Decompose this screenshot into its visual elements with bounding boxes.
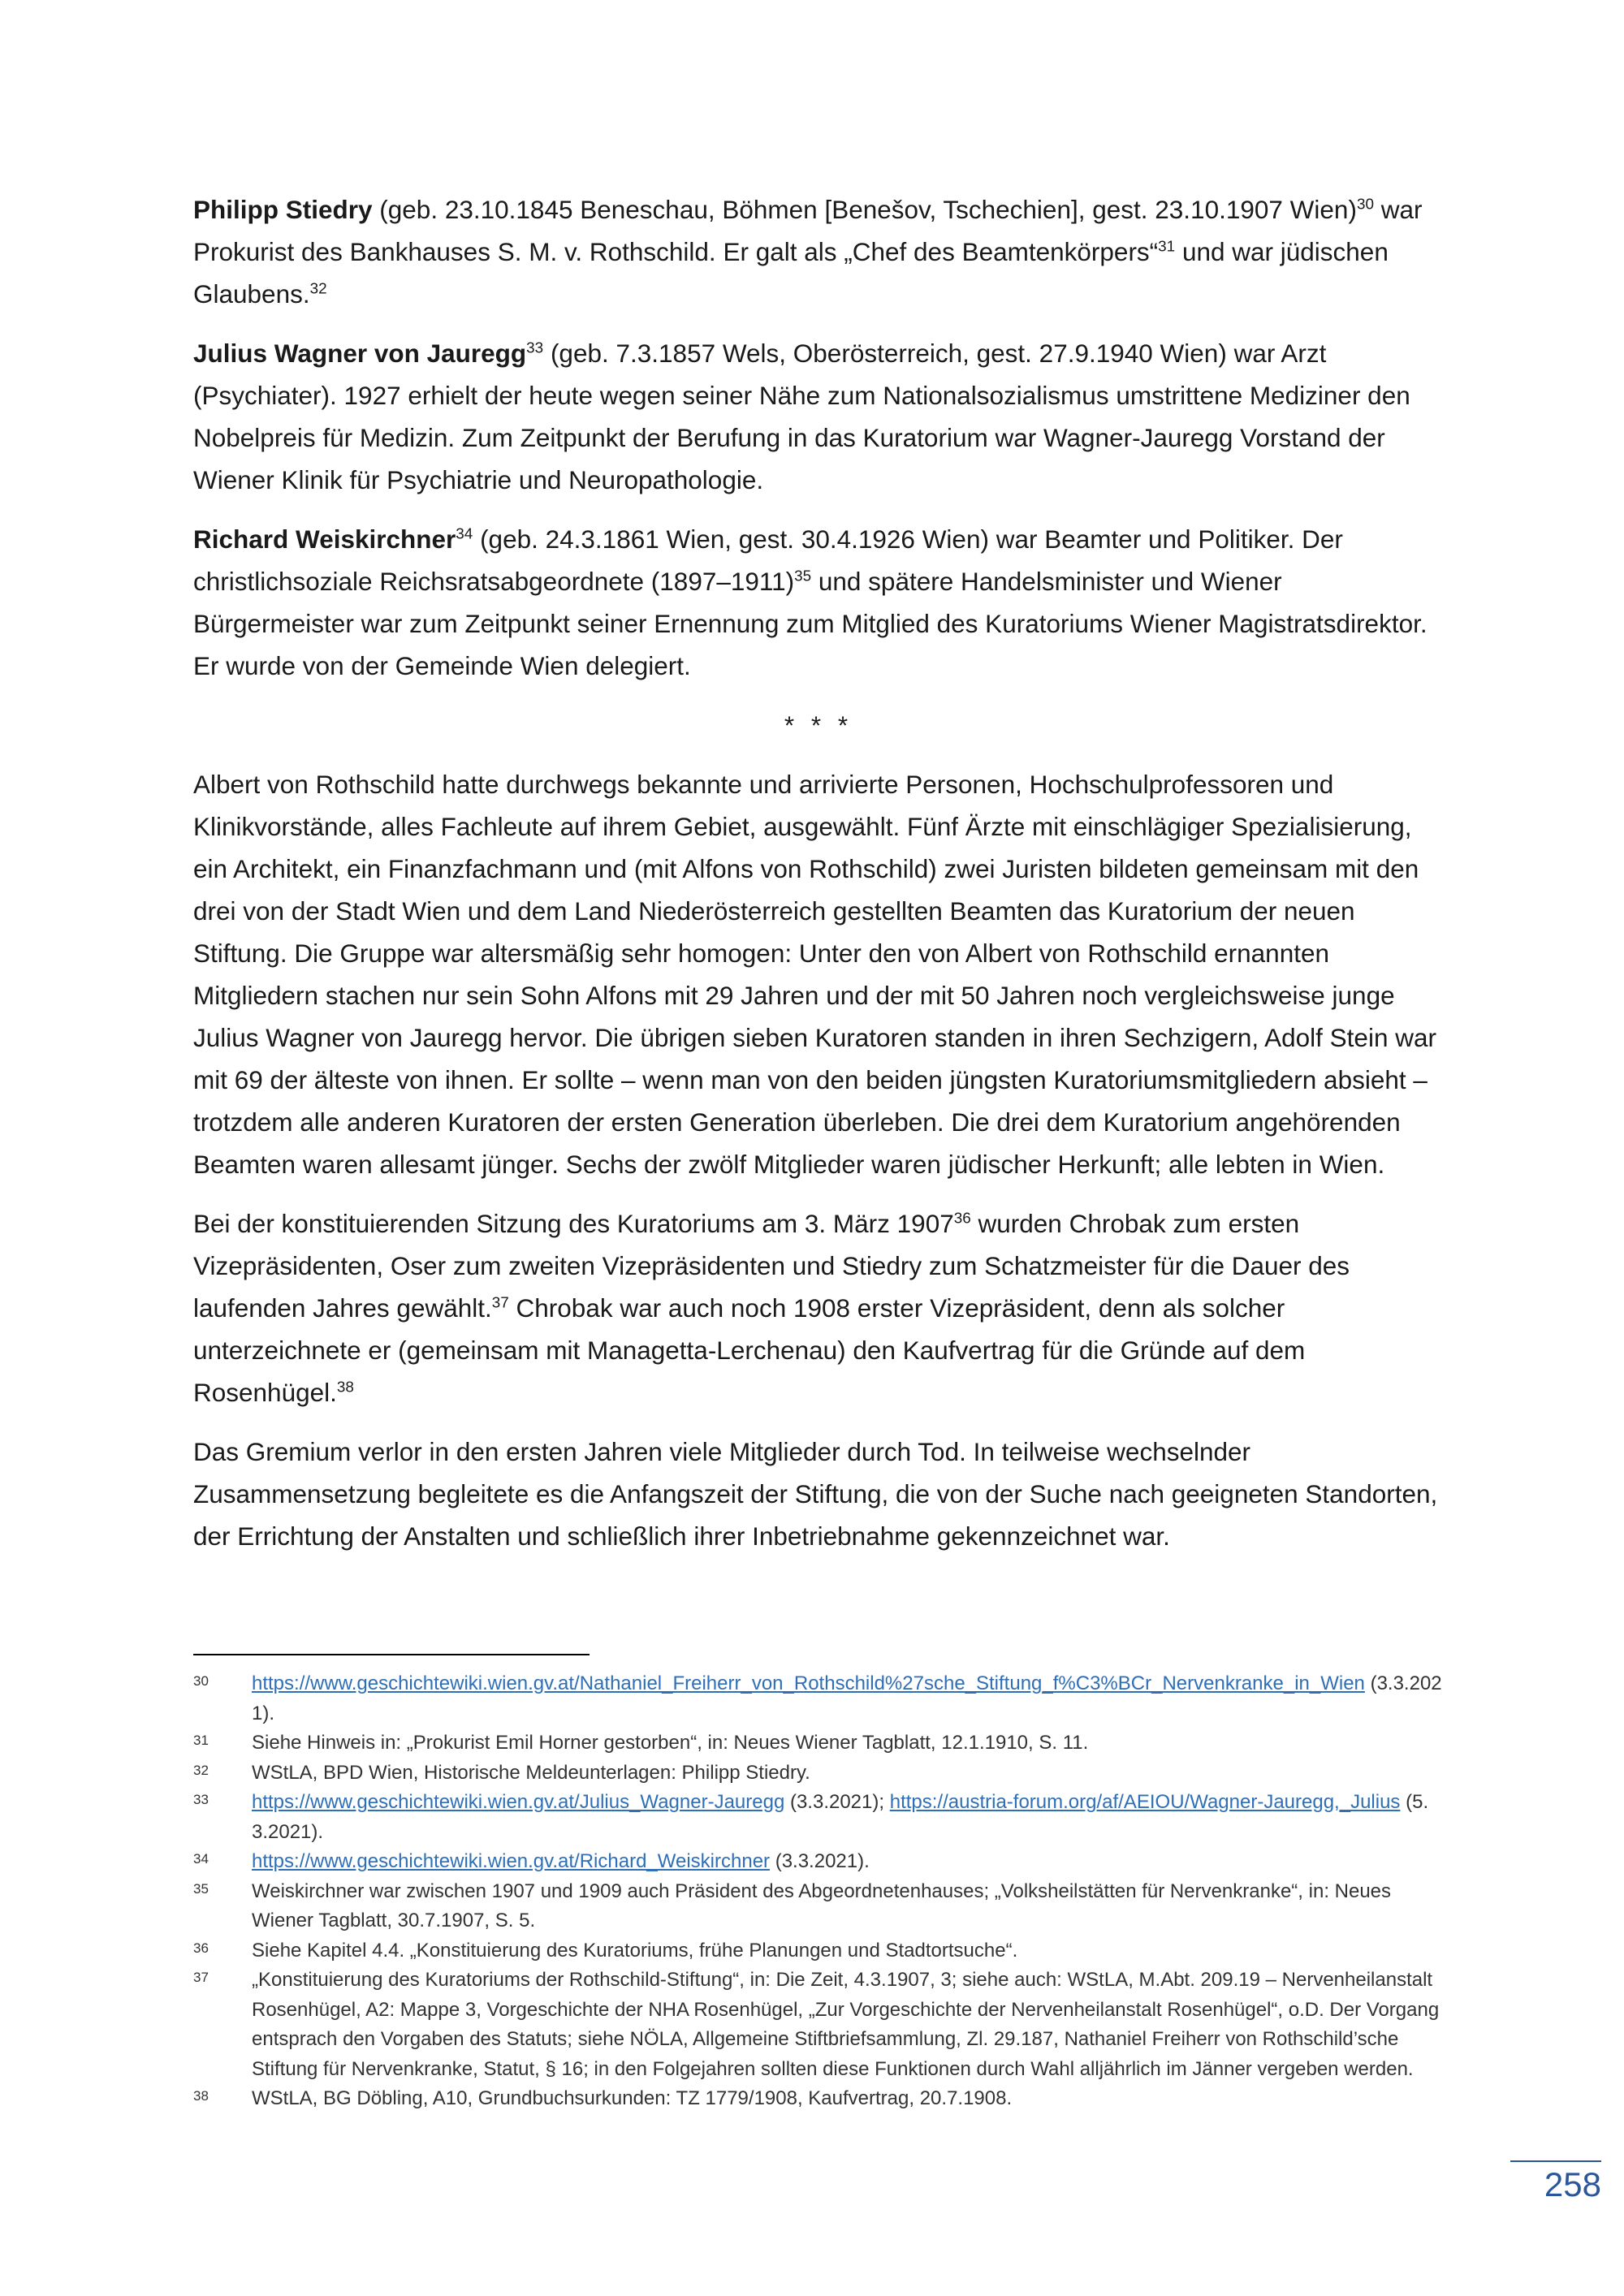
footnote-ref[interactable]: 36 bbox=[953, 1210, 971, 1228]
footnote-number: 36 bbox=[193, 1940, 209, 1956]
footnote-number: 30 bbox=[193, 1673, 209, 1689]
footnote-ref[interactable]: 32 bbox=[309, 280, 327, 298]
paragraph-weiskirchner: Richard Weiskirchner$^{34}$ (geb. 24.3.1861 Wien, gest. 30.4.1926 Wien) war Beamter und Politiker. Der christlichsoziale Reichsratsabgeordnete (1897–1911)$^{35}$ und spätere Handelsminister und Wiener Bürgermeister war zum Zeitpunkt seiner Ernennung zum Mitglied des Kuratoriums Wiener Magistratsdirektor. Er wurde von der Gemeinde Wien delegiert. bbox=[193, 524, 1427, 680]
footnotes bbox=[193, 1669, 1444, 2114]
footnote-ref[interactable]: 37 bbox=[491, 1294, 509, 1312]
footnote: 38 WStLA, BG Döbling, A10, Grundbuchsurkunden: TZ 1779/1908, Kaufvertrag, 20.7.1908. bbox=[193, 2084, 1444, 2114]
person-name: Richard Weiskirchner bbox=[193, 524, 456, 554]
footnote-ref[interactable]: 33 bbox=[526, 339, 544, 357]
footnote-separator bbox=[193, 1654, 590, 1655]
section-separator: * * * bbox=[784, 710, 853, 740]
person-name: Julius Wagner von Jauregg bbox=[193, 339, 527, 368]
footnote-number: 32 bbox=[193, 1762, 209, 1778]
footnote-link[interactable]: https://austria-forum.org/af/AEIOU/Wagner-Jauregg,_Julius bbox=[889, 1791, 1401, 1813]
person-name: Philipp Stiedry bbox=[193, 195, 373, 224]
footnote: 34 https://www.geschichtewiki.wien.gv.at/Richard_Weiskirchner (3.3.2021). bbox=[193, 1847, 1444, 1877]
footnote-link[interactable]: https://www.geschichtewiki.wien.gv.at/Richard_Weiskirchner bbox=[252, 1850, 771, 1872]
paragraph-kuratorium: Albert von Rothschild hatte durchwegs bekannte und arrivierte Personen, Hochschulprofessoren und Klinikvorstände, alles Fachleute auf ihrem Gebiet, ausgewählt. Fünf Ärzte mit einschlägiger Spezialisierung, ein Architekt, ein Finanzfachmann und (mit Alfons von Rothschild) zwei Juristen bildeten gemeinsam mit den drei von der Stadt Wien und dem Land Niederösterreich gestellten Beamten das Kuratorium der neuen Stiftung. Die Gruppe war altersmäßig sehr homogen: Unter den von Albert von Rothschild ernannten Mitgliedern stachen nur sein Sohn Alfons mit 29 Jahren und der mit 50 Jahren noch vergleichsweise junge Julius Wagner von Jauregg hervor. Die übrigen sieben Kuratoren standen in ihren Sechzigern, Adolf Stein war mit 69 der älteste von ihnen. Er sollte – wenn man von den beiden jüngsten Kuratoriumsmitgliedern absieht – trotzdem alle anderen Kuratoren der ersten Generation überleben. Die drei dem Kuratorium angehörenden Beamten waren allesamt jünger. Sechs der zwölf Mitglieder waren jüdischer Herkunft; alle lebten in Wien. bbox=[193, 770, 1436, 1179]
footnote-ref[interactable]: 31 bbox=[1158, 238, 1176, 256]
footnote-number: 34 bbox=[193, 1851, 209, 1867]
footnote: 31 Siehe Hinweis in: „Prokurist Emil Horner gestorben“, in: Neues Wiener Tagblatt, 12.1.1910, S. 11. bbox=[193, 1728, 1444, 1759]
paragraph-stiedry: Philipp Stiedry (geb. 23.10.1845 Beneschau, Böhmen [Benešov, Tschechien], gest. 23.10.1907 Wien)$^{30}$ war Prokurist des Bankhauses S. M. v. Rothschild. Er galt als „Chef des Beamtenkörpers“$^{31}$ und war jüdischen Glaubens.$^{32}$ bbox=[193, 195, 1423, 309]
footnote-ref[interactable]: 34 bbox=[456, 525, 473, 543]
footnote-ref[interactable]: 35 bbox=[794, 568, 812, 585]
footnote-number: 35 bbox=[193, 1880, 209, 1897]
footnote-ref[interactable]: 30 bbox=[1356, 196, 1374, 214]
paragraph-gremium: Das Gremium verlor in den ersten Jahren viele Mitglieder durch Tod. In teilweise wechselnder Zusammensetzung begleitete es die Anfangszeit der Stiftung, die von der Suche nach geeigneten Standorten, der Errichtung der Anstalten und schließlich ihrer Inbetriebnahme gekennzeichnet war. bbox=[193, 1437, 1438, 1551]
footnote: 36 Siehe Kapitel 4.4. „Konstituierung des Kuratoriums, frühe Planungen und Stadtortsuche“. bbox=[193, 1936, 1444, 1966]
footnote: 37 „Konstituierung des Kuratoriums der Rothschild-Stiftung“, in: Die Zeit, 4.3.1907, 3; siehe auch: WStLA, M.Abt. 209.19 – Nervenheilanstalt Rosenhügel, A2: Mappe 3, Vorgeschichte der NHA Rosenhügel, „Zur Vorgeschichte der Nervenheilanstalt Rosenhügel“, o.D. Der Vorgang entsprach den Vorgaben des Statuts; siehe NÖLA, Allgemeine Stiftbriefsammlung, Zl. 29.187, Nathaniel Freiherr von Rothschild’sche Stiftung für Nervenkranke, Statut, § 16; in den Folgejahren sollten diese Funktionen durch Wahl alljährlich im Jänner vergeben werden. bbox=[193, 1966, 1444, 2084]
footnote-number: 37 bbox=[193, 1970, 209, 1985]
paragraph-konstituierung: Bei der konstituierenden Sitzung des Kuratoriums am 3. März 1907$^{36}$ wurden Chrobak zum ersten Vizepräsidenten, Oser zum zweiten Vizepräsidenten und Stiedry zum Schatzmeister für die Dauer des laufenden Jahres gewählt.$^{37}$ Chrobak war auch noch 1908 erster Vizepräsident, denn als solcher unterzeichnete er (gemeinsam mit Managetta-Lerchenau) den Kaufvertrag für die Gründe auf dem Rosenhügel.$^{38}$ bbox=[193, 1209, 1350, 1407]
page-number-rule bbox=[1510, 2160, 1601, 2162]
footnote-number: 38 bbox=[193, 2088, 209, 2104]
footnote-ref[interactable]: 38 bbox=[336, 1379, 354, 1396]
main-text bbox=[193, 188, 1444, 1574]
footnote-link[interactable]: https://www.geschichtewiki.wien.gv.at/Nathaniel_Freiherr_von_Rothschild%27sche_Stiftung_f%C3%BCr_Nervenkranke_in_Wien bbox=[252, 1672, 1365, 1694]
footnote: 32 WStLA, BPD Wien, Historische Meldeunterlagen: Philipp Stiedry. bbox=[193, 1759, 1444, 1789]
footnote: 33 https://www.geschichtewiki.wien.gv.at/Julius_Wagner-Jauregg (3.3.2021); https://austria-forum.org/af/AEIOU/Wagner-Jauregg,_Julius (5.3.2021). bbox=[193, 1788, 1444, 1847]
footnote: 30 https://www.geschichtewiki.wien.gv.at/Nathaniel_Freiherr_von_Rothschild%27sche_Stiftung_f%C3%BCr_Nervenkranke_in_Wien (3.3.2021). bbox=[193, 1669, 1444, 1728]
footnote-number: 33 bbox=[193, 1792, 209, 1807]
footnote-number: 31 bbox=[193, 1733, 209, 1748]
page-number: 258 bbox=[1544, 2165, 1601, 2203]
footnote-link[interactable]: https://www.geschichtewiki.wien.gv.at/Julius_Wagner-Jauregg bbox=[252, 1791, 785, 1813]
footnote: 35 Weiskirchner war zwischen 1907 und 1909 auch Präsident des Abgeordnetenhauses; „Volksheilstätten für Nervenkranke“, in: Neues Wiener Tagblatt, 30.7.1907, S. 5. bbox=[193, 1877, 1444, 1936]
paragraph-wagner-jauregg: Julius Wagner von Jauregg$^{33}$ (geb. 7.3.1857 Wels, Oberösterreich, gest. 27.9.1940 Wien) war Arzt (Psychiater). 1927 erhielt der heute wegen seiner Nähe zum Nationalsozialismus umstrittene Mediziner den Nobelpreis für Medizin. Zum Zeitpunkt der Berufung in das Kuratorium war Wagner-Jauregg Vorstand der Wiener Klinik für Psychiatrie und Neuropathologie. bbox=[193, 339, 1410, 494]
